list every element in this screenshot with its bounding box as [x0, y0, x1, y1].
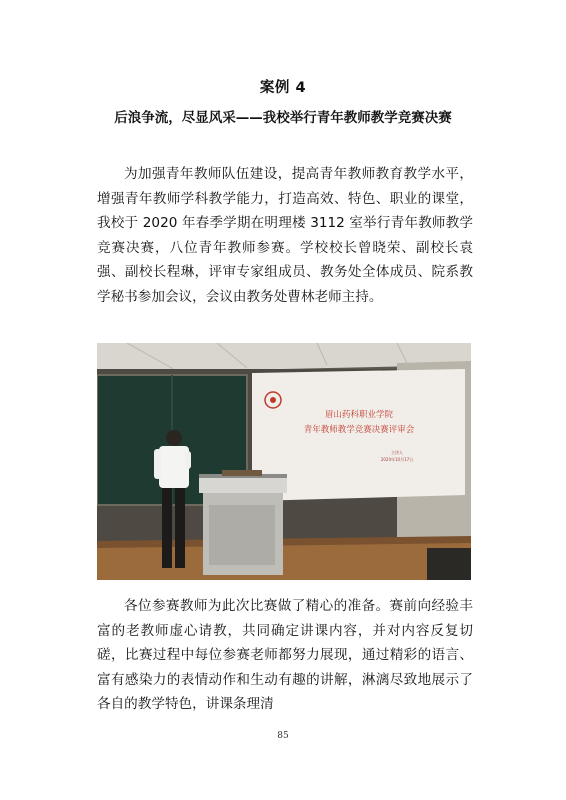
slide-subtitle: 青年教师教学竞赛决赛评审会	[303, 425, 415, 435]
podium	[199, 470, 287, 575]
body-paragraph-2: 各位参赛教师为此次比赛做了精心的准备。赛前向经验丰富的老教师虚心请教，共同确定讲课内容，并对内容反复切磋，比赛过程中每位参赛老师都努力展现，通过精彩的语言、富有感染力的表情动作和生动有趣的讲解，淋漓尽致地展示了各自的教学特色，讲课条理清	[97, 598, 473, 712]
slide-title: 眉山药科职业学院	[324, 410, 394, 420]
slide-date: 2020年10月17日	[380, 457, 414, 462]
page-number: 85	[277, 731, 289, 741]
slide-presenter: 主讲人	[391, 450, 403, 455]
article-subtitle: 后浪争流，尽显风采——我校举行青年教师教学竞赛决赛	[114, 110, 452, 126]
case-title: 案例 4	[259, 80, 307, 96]
body-paragraph-1: 为加强青年教师队伍建设，提高青年教师教育教学水平，增强青年教师学科教学能力，打造高效、特色、职业的课堂，我校于 2020 年春季学期在明理楼 3112 室举行青年教师教学竞赛决赛，八位青年教师参赛。学校校长曾晓荣、副校长袁强、副校长程琳，评审专家组成员、教务处全体成员、院系教学秘书参加会议，会议由教务处曹林老师主持。	[97, 166, 473, 305]
event-photo	[97, 343, 471, 580]
